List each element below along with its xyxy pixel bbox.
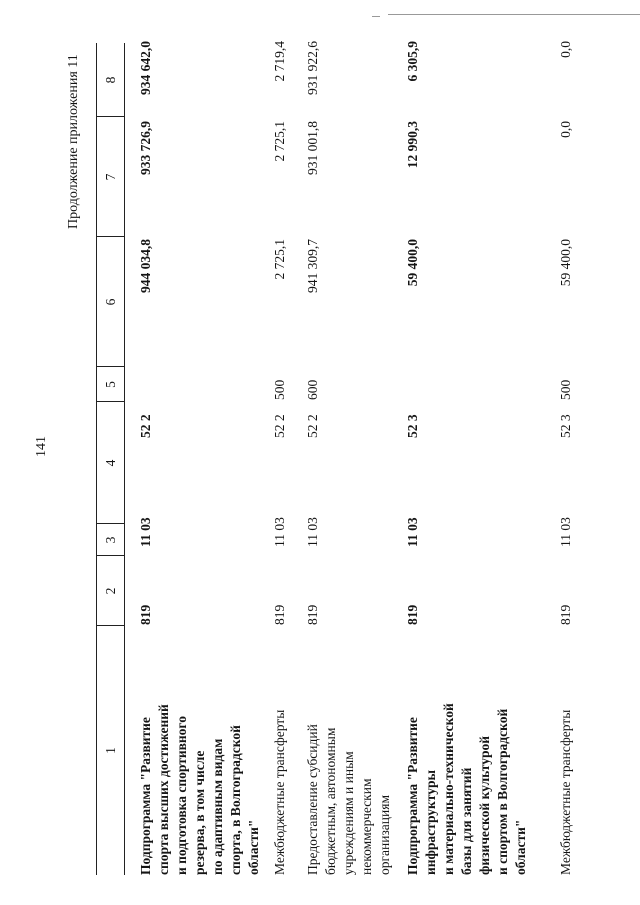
- table-row-5-col8: 0,0: [558, 41, 573, 58]
- table-row-5-section: 11 03: [558, 517, 573, 547]
- table-row-3-col6: 941 309,7: [305, 239, 320, 293]
- page-number: 141: [34, 436, 49, 457]
- table-row-2-kind: 500: [272, 379, 287, 400]
- table-row-2-col7: 2 725,1: [272, 121, 287, 162]
- col-header-2: 2: [103, 587, 118, 595]
- table-row-3-name: Предоставление субсидий бюджетным, автономным учреждениям и иным некоммерческим организациям: [305, 724, 392, 875]
- table-row-1-section: 11 03: [138, 517, 153, 547]
- table-row-2-section: 11 03: [272, 517, 287, 547]
- table-row-3-col8: 931 922,6: [305, 41, 320, 95]
- table-row-3-admin: 819: [305, 604, 320, 625]
- table-row-1-col7: 933 726,9: [138, 121, 153, 175]
- table-row-1-target: 52 2: [138, 414, 153, 438]
- table-row-4-col7: 12 990,3: [405, 121, 420, 169]
- table-row-5-name: Межбюджетные трансферты: [558, 709, 573, 875]
- table-row-3-section: 11 03: [305, 517, 320, 547]
- table-row-1-col8: 934 642,0: [138, 41, 153, 95]
- table-row-2-target: 52 2: [272, 414, 287, 438]
- col-header-4: 4: [103, 459, 118, 467]
- table-top-rule: [96, 43, 97, 875]
- table-row-5-admin: 819: [558, 604, 573, 625]
- table-row-3-kind: 600: [305, 379, 320, 400]
- table-row-4-target: 52 3: [405, 414, 420, 438]
- col-header-5: 5: [103, 381, 118, 388]
- table-header-rule: [124, 43, 125, 875]
- table-row-2-col8: 2 719,4: [272, 41, 287, 82]
- table-row-1-name: Подпрограмма "Развитие спорта высших достижений и подготовка спортивного резерва, в том числе по адаптивным видам спорта, в Волгоградской области": [138, 704, 261, 875]
- table-row-2-admin: 819: [272, 604, 287, 625]
- table-row-4-col6: 59 400,0: [405, 239, 420, 287]
- table-row-5-col6: 59 400,0: [558, 239, 573, 287]
- table-row-5-kind: 500: [558, 379, 573, 400]
- table-row-3-col7: 931 001,8: [305, 121, 320, 175]
- continuation-caption: Продолжение приложения 11: [66, 54, 81, 229]
- col-header-1: 1: [103, 747, 118, 754]
- col-header-7: 7: [103, 173, 118, 181]
- table-row-5-col7: 0,0: [558, 121, 573, 138]
- table-row-1-col6: 944 034,8: [138, 239, 153, 293]
- table-row-4-name: Подпрограмма "Развитие инфраструктуры и материально-технической базы для занятий физической культурой и спортом в Волгоградской области": [405, 703, 528, 875]
- table-row-4-section: 11 03: [405, 517, 420, 547]
- table-row-2-name: Межбюджетные трансферты: [272, 709, 287, 875]
- table-row-4-admin: 819: [405, 604, 420, 625]
- table-row-1-admin: 819: [138, 604, 153, 625]
- table-row-2-col6: 2 725,1: [272, 239, 287, 280]
- table-row-5-target: 52 3: [558, 414, 573, 438]
- col-header-8: 8: [103, 76, 118, 84]
- col-header-3: 3: [103, 536, 118, 544]
- col-header-6: 6: [103, 298, 118, 306]
- table-row-3-target: 52 2: [305, 414, 320, 438]
- table-row-4-col8: 6 305,9: [405, 41, 420, 82]
